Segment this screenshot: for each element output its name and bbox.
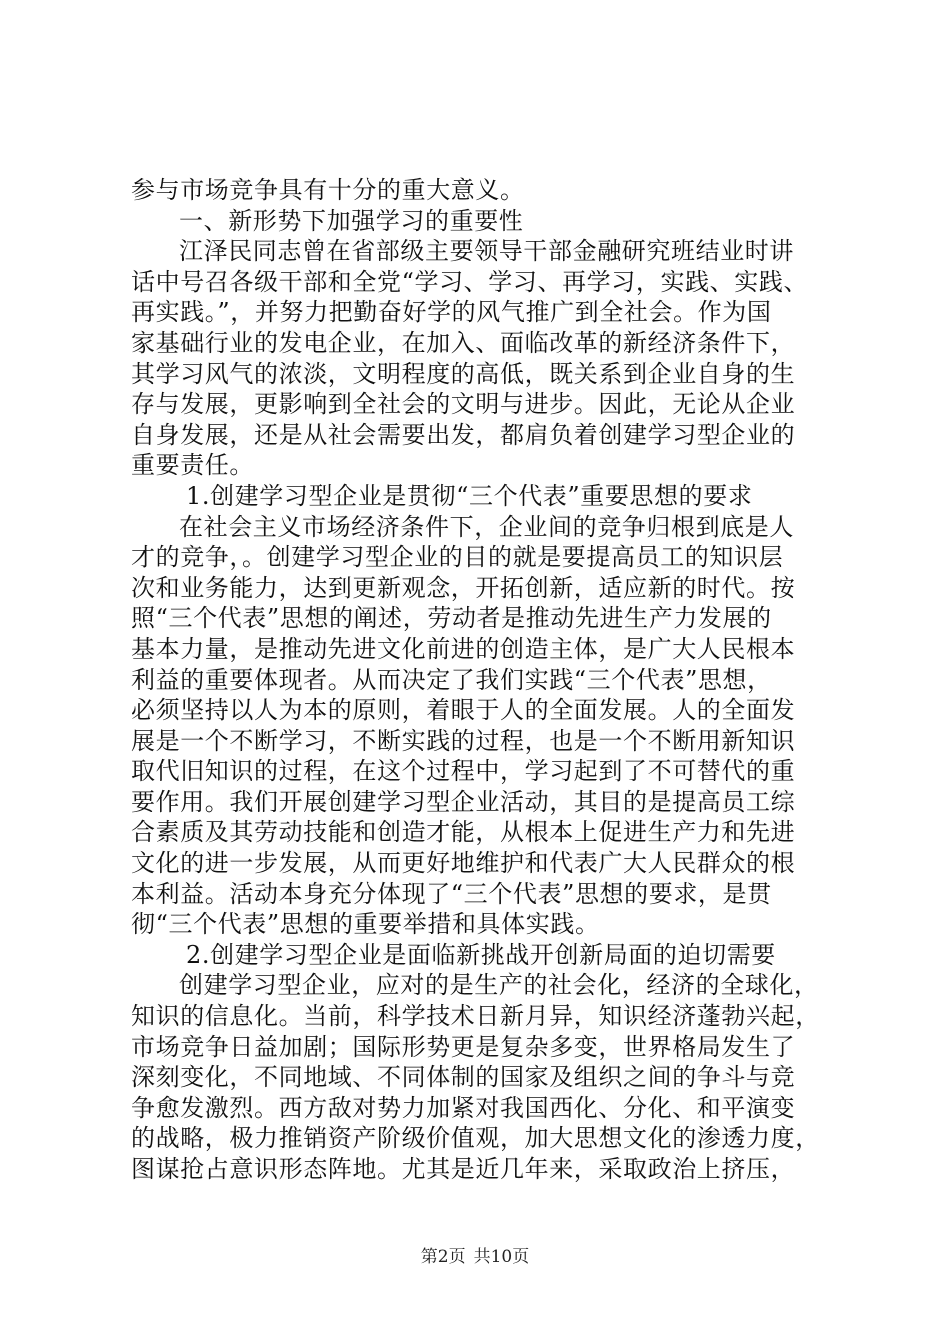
text-line: 再实践。”，并努力把勤奋好学的风气推广到全社会。作为国: [131, 298, 772, 327]
page-total: 共10页: [473, 1247, 530, 1267]
text-line: 家基础行业的发电企业，在加入、面临改革的新经济条件下，: [131, 328, 796, 357]
text-line: 图谋抢占意识形态阵地。尤其是近几年来，采取政治上挤压，: [131, 1155, 796, 1183]
text-line: 其学习风气的浓淡，文明程度的高低，既关系到企业自身的生: [131, 359, 796, 388]
paragraph-start: 江泽民同志曾在省部级主要领导干部金融研究班结业时讲: [179, 237, 794, 266]
page-number: 第2页: [420, 1247, 466, 1267]
text-line: 本利益。活动本身充分体现了“三个代表”思想的要求，是贯: [131, 879, 772, 908]
paragraph-start: 创建学习型企业，应对的是生产的社会化，经济的全球化，: [179, 971, 819, 1000]
text-line: 取代旧知识的过程，在这个过程中，学习起到了不可替代的重: [131, 757, 796, 786]
text-line: 彻“三个代表”思想的重要举措和具体实践。: [131, 910, 600, 939]
text-line: 深刻变化，不同地域、不同体制的国家及组织之间的争斗与竞: [131, 1063, 796, 1092]
text-line: 自身发展，还是从社会需要出发，都肩负着创建学习型企业的: [131, 420, 796, 449]
section-heading: 一、新形势下加强学习的重要性: [179, 206, 524, 235]
text-line: 市场竞争日益加剧；国际形势更是复杂多变，世界格局发生了: [131, 1032, 796, 1061]
text-line: 才的竞争，。创建学习型企业的目的就是要提高员工的知识层: [131, 543, 784, 572]
text-line: 利益的重要体现者。从而决定了我们实践“三个代表”思想，: [131, 665, 772, 694]
text-line: 要作用。我们开展创建学习型企业活动，其目的是提高员工综: [131, 787, 796, 816]
text-line: 展是一个不断学习，不断实践的过程，也是一个不断用新知识: [131, 726, 796, 755]
text-line: 基本力量，是推动先进文化前进的创造主体，是广大人民根本: [131, 634, 796, 663]
text-line: 争愈发激烈。西方敌对势力加紧对我国西化、分化、和平演变: [131, 1093, 796, 1122]
page-footer: [0, 1242, 950, 1267]
text-line: 文化的进一步发展，从而更好地维护和代表广大人民群众的根: [131, 849, 796, 878]
text-line: 参与市场竞争具有十分的重大意义。: [131, 176, 525, 204]
text-line: 存与发展，更影响到全社会的文明与进步。因此，无论从企业: [131, 390, 796, 419]
subsection-heading: 1.创建学习型企业是贯彻“三个代表”重要思想的要求: [186, 481, 753, 510]
text-line: 照“三个代表”思想的阐述，劳动者是推动先进生产力发展的: [131, 604, 772, 633]
document-body: [131, 175, 831, 1185]
text-line: 知识的信息化。当前，科学技术日新月异，知识经济蓬勃兴起，: [131, 1002, 820, 1031]
text-line: 合素质及其劳动技能和创造才能，从根本上促进生产力和先进: [131, 818, 796, 847]
text-line: 次和业务能力，达到更新观念，开拓创新，适应新的时代。按: [131, 573, 796, 602]
subsection-heading: 2.创建学习型企业是面临新挑战开创新局面的迫切需要: [186, 940, 776, 969]
paragraph-start: 在社会主义市场经济条件下，企业间的竞争归根到底是人: [179, 512, 794, 541]
text-line: 的战略，极力推销资产阶级价值观，加大思想文化的渗透力度，: [131, 1124, 820, 1153]
text-line: 话中号召各级干部和全党“学习、学习、再学习，实践、实践、: [131, 267, 809, 296]
text-line: 必须坚持以人为本的原则，着眼于人的全面发展。人的全面发: [131, 696, 796, 725]
text-line: 重要责任。: [131, 451, 254, 480]
